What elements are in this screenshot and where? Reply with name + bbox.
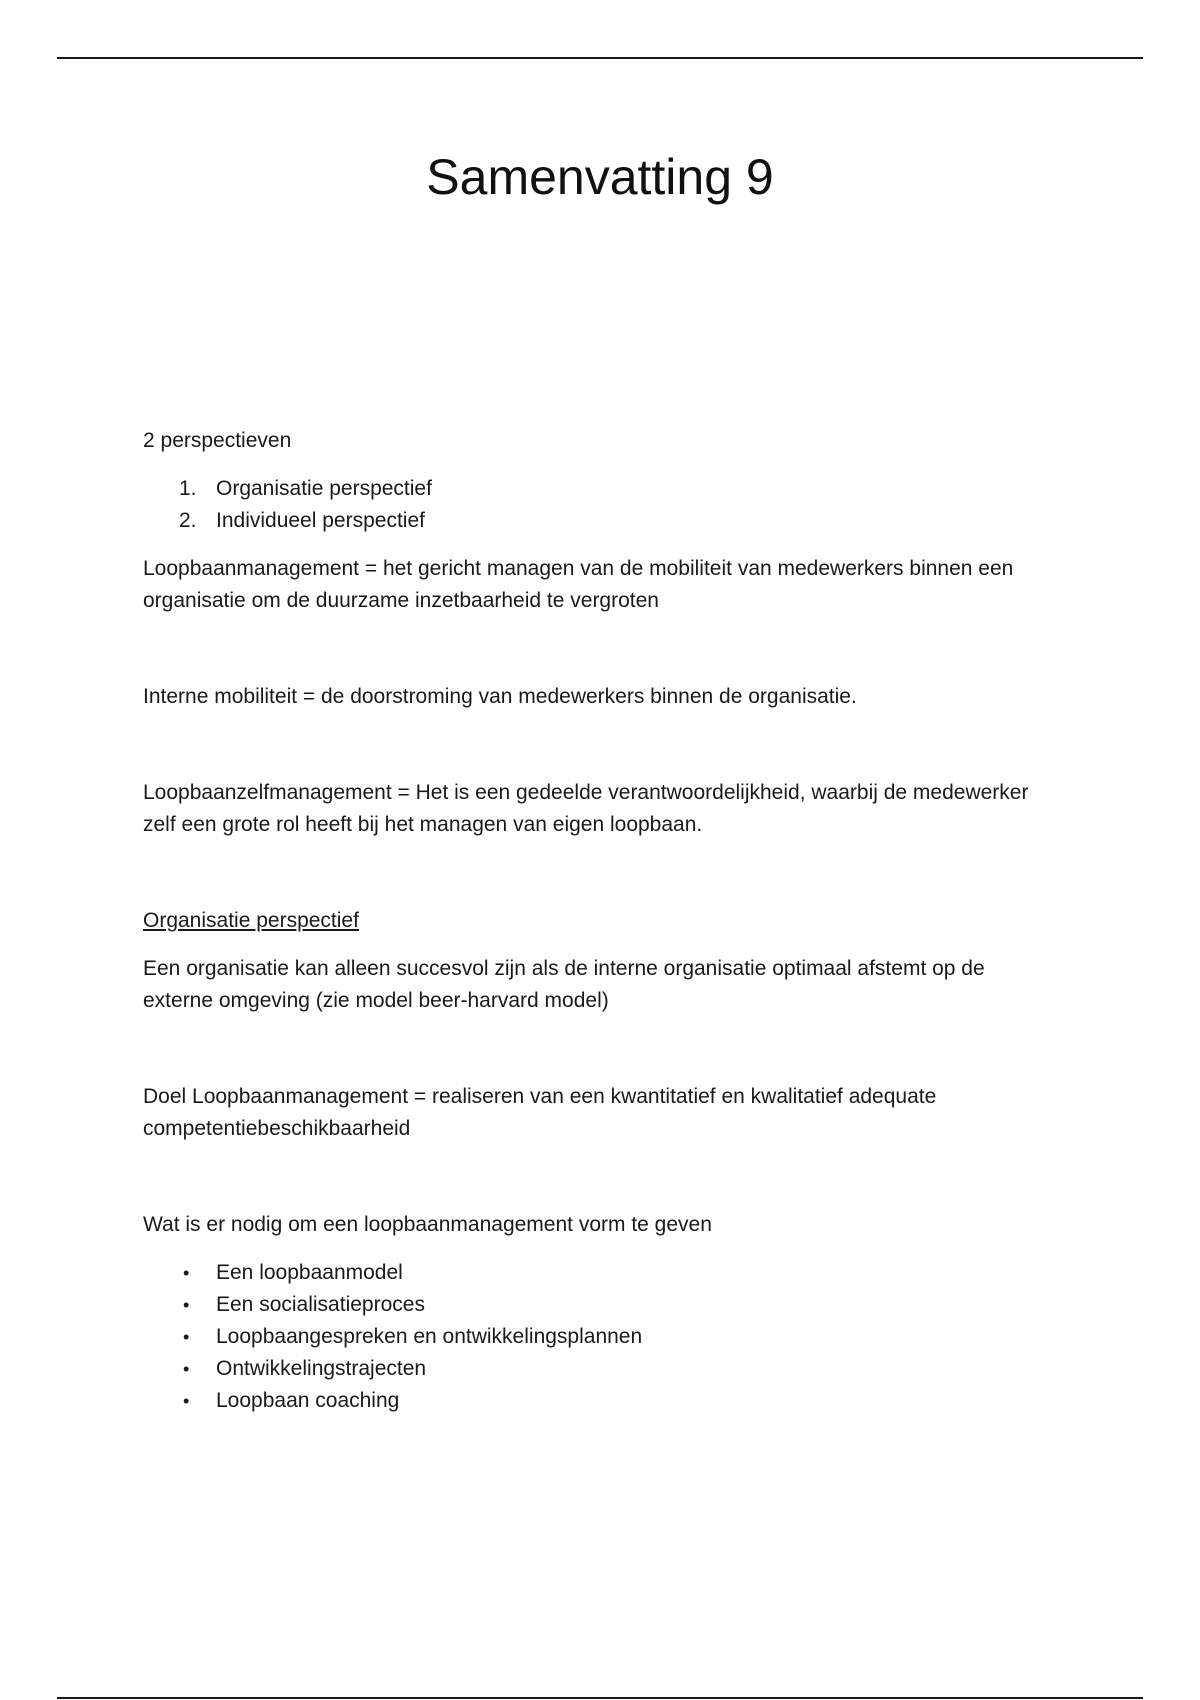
- bullet-icon: •: [183, 1391, 190, 1411]
- requirements-list: [143, 1257, 1043, 1417]
- definition-loopbaanzelfmanagement: Loopbaanzelfmanagement = Het is een gedeelde verantwoordelijkheid, waarbij de medewerker zelf een grote rol heeft bij het managen van eigen loopbaan.: [143, 781, 1029, 836]
- bullet-icon: •: [183, 1295, 190, 1315]
- list-item: [143, 1289, 1043, 1321]
- section-text: Een organisatie kan alleen succesvol zijn als de interne organisatie optimaal afstemt op de externe omgeving (zie model beer-harvard model): [143, 957, 985, 1012]
- bullet-icon: •: [183, 1359, 190, 1379]
- list-item-label: Een socialisatieproces: [216, 1293, 425, 1316]
- list-item-label: Loopbaangespreken en ontwikkelingsplannen: [216, 1325, 643, 1348]
- bullet-icon: •: [183, 1263, 190, 1283]
- definition-interne-mobiliteit: Interne mobiliteit = de doorstroming van medewerkers binnen de organisatie.: [143, 685, 857, 708]
- list-item-label: Individueel perspectief: [216, 509, 425, 532]
- intro-text: 2 perspectieven: [143, 429, 292, 452]
- list-item: [143, 1257, 1043, 1289]
- header-rule: [57, 57, 1143, 59]
- perspectives-list: [143, 473, 1043, 537]
- list-number: 1.: [179, 477, 197, 500]
- doel-text: Doel Loopbaanmanagement = realiseren van een kwantitatief en kwalitatief adequate competentiebeschikbaarheid: [143, 1085, 937, 1140]
- definition-loopbaanmanagement: Loopbaanmanagement = het gericht managen van de mobiliteit van medewerkers binnen een organisatie om de duurzame inzetbaarheid te vergroten: [143, 557, 1014, 612]
- list-item: [143, 1321, 1043, 1353]
- list-item-label: Loopbaan coaching: [216, 1389, 400, 1412]
- bullet-icon: •: [183, 1327, 190, 1347]
- document-body: [143, 425, 1043, 1417]
- list-item: [143, 1353, 1043, 1385]
- list-item-label: Organisatie perspectief: [216, 477, 432, 500]
- requirements-intro: Wat is er nodig om een loopbaanmanagement vorm te geven: [143, 1213, 712, 1236]
- document-title: Samenvatting 9: [426, 149, 774, 205]
- list-item-label: Ontwikkelingstrajecten: [216, 1357, 427, 1380]
- list-number: 2.: [179, 509, 197, 532]
- list-item: [143, 473, 1043, 505]
- footer-rule: [57, 1697, 1143, 1699]
- list-item: [143, 505, 1043, 537]
- list-item-label: Een loopbaanmodel: [216, 1261, 403, 1284]
- list-item: [143, 1385, 1043, 1417]
- section-heading: Organisatie perspectief: [143, 909, 359, 932]
